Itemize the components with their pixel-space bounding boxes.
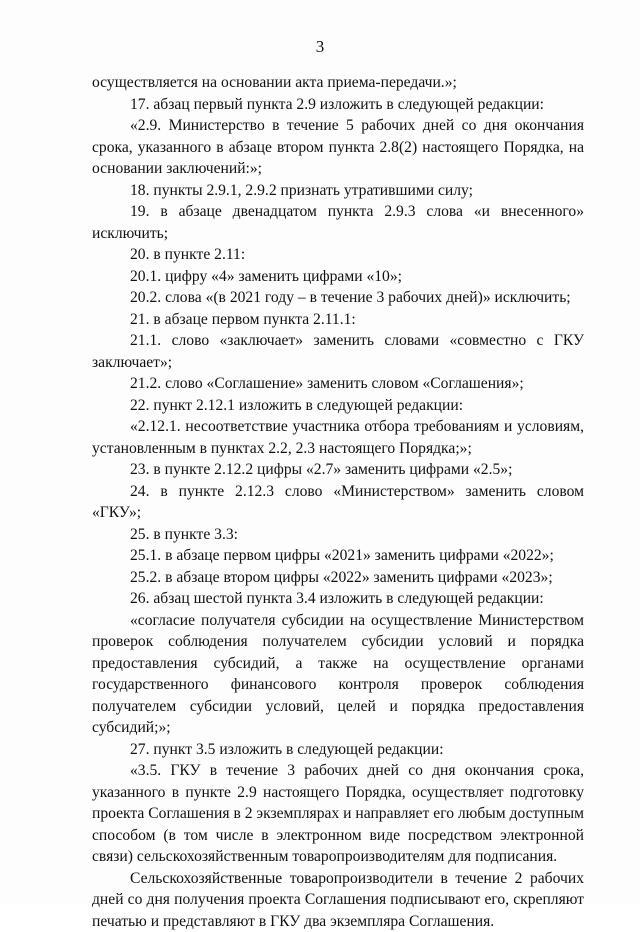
document-body bbox=[92, 72, 584, 932]
paragraph-producers: Сельскохозяйственные товаропроизводители в течение 2 рабочих дней со дня получения проекта Соглашения подписывают его, скрепляют печатью и представляют в ГКУ два экземпляра Соглашения. bbox=[92, 868, 584, 932]
paragraph-item-20: 20. в пункте 2.11: bbox=[92, 244, 584, 266]
paragraph-item-25-2: 25.2. в абзаце втором цифры «2022» заменить цифрами «2023»; bbox=[92, 567, 584, 589]
paragraph-item-22: 22. пункт 2.12.1 изложить в следующей редакции: bbox=[92, 395, 584, 417]
paragraph-quote-2-12-1: «2.12.1. несоответствие участника отбора требованиям и условиям, установленным в пунктах 2.2, 2.3 настоящего Порядка;»; bbox=[92, 416, 584, 459]
paragraph-item-19: 19. в абзаце двенадцатом пункта 2.9.3 слова «и внесенного» исключить; bbox=[92, 201, 584, 244]
paragraph-item-20-1: 20.1. цифру «4» заменить цифрами «10»; bbox=[92, 266, 584, 288]
paragraph-quote-3-5: «3.5. ГКУ в течение 3 рабочих дней со дня окончания срока, указанного в пункте 2.9 настоящего Порядка, осуществляет подготовку проекта Соглашения в 2 экземплярах и направляет его любым доступным способом (в том числе в электронном виде посредством электронной связи) сельскохозяйственным товаропроизводителям для подписания. bbox=[92, 760, 584, 868]
paragraph-item-23: 23. в пункте 2.12.2 цифры «2.7» заменить цифрами «2.5»; bbox=[92, 459, 584, 481]
paragraph-item-24: 24. в пункте 2.12.3 слово «Министерством» заменить словом «ГКУ»; bbox=[92, 481, 584, 524]
paragraph-item-25: 25. в пункте 3.3: bbox=[92, 524, 584, 546]
paragraph-item-20-2: 20.2. слова «(в 2021 году – в течение 3 рабочих дней)» исключить; bbox=[92, 287, 584, 309]
paragraph-quote-3-4: «согласие получателя субсидии на осуществление Министерством проверок соблюдения получателем субсидии условий и порядка предоставления субсидий, а также на осуществление органами государственного финансового контроля проверок соблюдения получателем субсидии условий, целей и порядка предоставления субсидий;»; bbox=[92, 610, 584, 739]
paragraph-item-21-1: 21.1. слово «заключает» заменить словами «совместно с ГКУ заключает»; bbox=[92, 330, 584, 373]
paragraph-item-26: 26. абзац шестой пункта 3.4 изложить в следующей редакции: bbox=[92, 588, 584, 610]
paragraph-item-17: 17. абзац первый пункта 2.9 изложить в следующей редакции: bbox=[92, 94, 584, 116]
paragraph-continuation: осуществляется на основании акта приема-передачи.»; bbox=[92, 72, 584, 94]
paragraph-quote-2-9: «2.9. Министерство в течение 5 рабочих дней со дня окончания срока, указанного в абзаце втором пункта 2.8(2) настоящего Порядка, на основании заключений:»; bbox=[92, 115, 584, 180]
paragraph-item-25-1: 25.1. в абзаце первом цифры «2021» заменить цифрами «2022»; bbox=[92, 545, 584, 567]
paragraph-item-21: 21. в абзаце первом пункта 2.11.1: bbox=[92, 309, 584, 331]
page-number: 3 bbox=[0, 37, 640, 57]
paragraph-item-18: 18. пункты 2.9.1, 2.9.2 признать утратившими силу; bbox=[92, 180, 584, 202]
paragraph-item-27: 27. пункт 3.5 изложить в следующей редакции: bbox=[92, 739, 584, 761]
paragraph-item-21-2: 21.2. слово «Соглашение» заменить словом «Соглашения»; bbox=[92, 373, 584, 395]
